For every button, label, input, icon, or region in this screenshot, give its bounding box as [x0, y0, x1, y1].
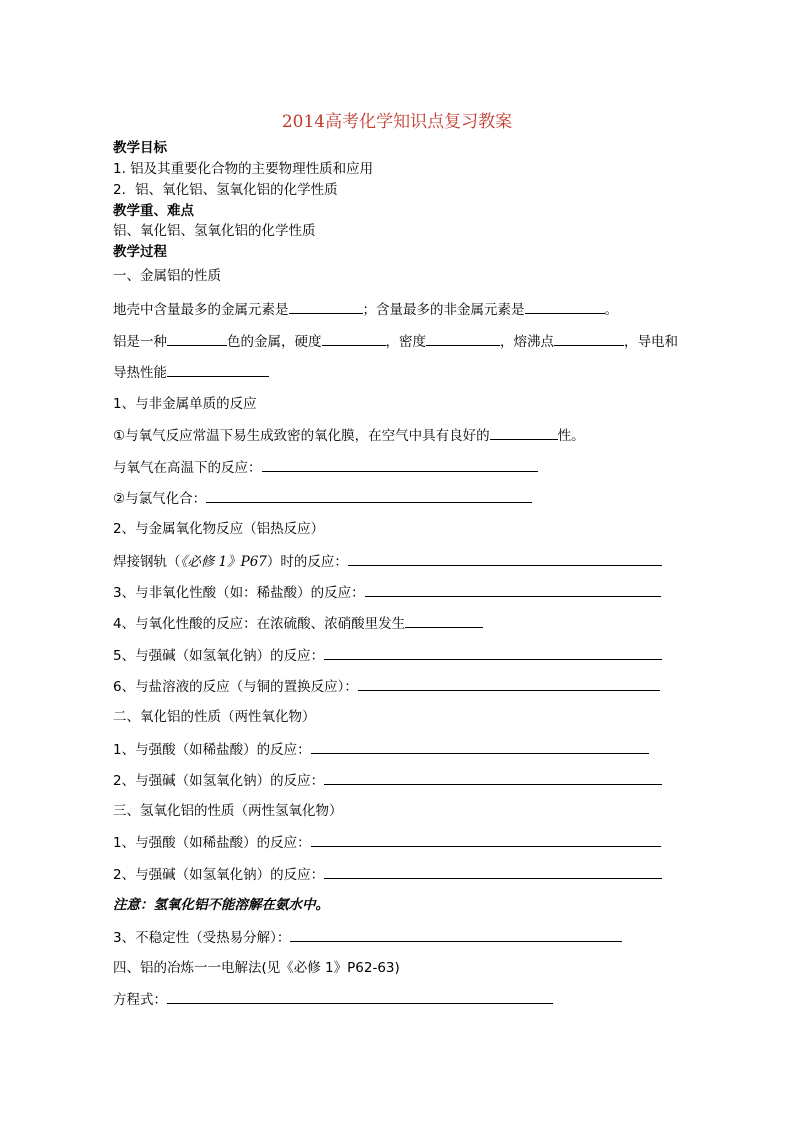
answer-blank[interactable] — [490, 426, 558, 440]
answer-blank[interactable] — [262, 458, 538, 472]
strong-base-question: 5、与强碱（如氢氧化钠）的反应： — [113, 646, 662, 665]
hydroxide-acid-question: 1、与强酸（如稀盐酸）的反应： — [113, 833, 661, 852]
thermite-heading: 2、与金属氧化物反应（铝热反应） — [113, 521, 325, 537]
answer-blank[interactable] — [365, 583, 661, 597]
answer-blank[interactable] — [167, 990, 553, 1004]
oxygen-room-temp-question: ①与氧气反应常温下易生成致密的氧化膜，在空气中具有良好的 性。 — [113, 428, 585, 444]
section-4-heading: 四、铝的冶炼一一电解法(见《必修 1》P62-63) — [113, 960, 400, 976]
keypoints-heading: 教学重、难点 — [113, 203, 194, 219]
salt-solution-question: 6、与盐溶液的反应（与铜的置换反应）： — [113, 677, 660, 696]
answer-blank[interactable] — [311, 740, 649, 754]
answer-blank[interactable] — [167, 332, 227, 346]
hydroxide-base-question: 2、与强碱（如氢氧化钠）的反应： — [113, 865, 662, 884]
objective-item-1: 1. 铝及其重要化合物的主要物理性质和应用 — [113, 161, 374, 177]
oxygen-high-temp-question: 与氧气在高温下的反应： — [113, 458, 538, 477]
electrolysis-equation: 方程式： — [113, 990, 553, 1009]
crust-question: 地壳中含量最多的金属元素是 ；含量最多的非金属元素是 。 — [113, 302, 618, 318]
physical-properties-question: 铝是一种 色的金属，硬度 ，密度 ，熔沸点 ，导电和 — [113, 334, 678, 350]
reaction-nonmetal-heading: 1、与非金属单质的反应 — [113, 396, 257, 412]
section-3-heading: 三、氢氧化铝的性质（两性氢氧化物） — [113, 803, 343, 819]
chlorine-question: ②与氯气化合： — [113, 489, 532, 508]
process-heading: 教学过程 — [113, 244, 167, 260]
rail-welding-question: 焊接钢轨（《必修 1》P67）时的反应： — [113, 552, 662, 571]
answer-blank[interactable] — [554, 332, 624, 346]
answer-blank[interactable] — [324, 865, 662, 879]
answer-blank[interactable] — [426, 332, 500, 346]
answer-blank[interactable] — [290, 928, 622, 942]
conductivity-question: 导热性能 — [113, 363, 269, 382]
alumina-acid-question: 1、与强酸（如稀盐酸）的反应： — [113, 740, 649, 759]
section-1-heading: 一、金属铝的性质 — [113, 268, 221, 284]
answer-blank[interactable] — [525, 300, 605, 314]
answer-blank[interactable] — [324, 771, 662, 785]
oxidizing-acid-question: 4、与氧化性酸的反应：在浓硫酸、浓硝酸里发生 — [113, 614, 483, 633]
ammonia-note: 注意：氢氧化铝不能溶解在氨水中。 — [113, 897, 329, 913]
keypoints-text: 铝、氧化铝、氢氧化铝的化学性质 — [113, 223, 316, 239]
alumina-base-question: 2、与强碱（如氢氧化钠）的反应： — [113, 771, 662, 790]
answer-blank[interactable] — [348, 552, 662, 566]
answer-blank[interactable] — [167, 363, 269, 377]
objectives-heading: 教学目标 — [113, 140, 167, 156]
answer-blank[interactable] — [324, 646, 662, 660]
answer-blank[interactable] — [358, 677, 660, 691]
decomposition-question: 3、不稳定性（受热易分解）： — [113, 928, 622, 947]
answer-blank[interactable] — [405, 614, 483, 628]
objective-item-2: 2．铝、氧化铝、氢氧化铝的化学性质 — [113, 182, 338, 198]
section-2-heading: 二、氧化铝的性质（两性氧化物） — [113, 709, 316, 725]
answer-blank[interactable] — [322, 332, 386, 346]
nonoxidizing-acid-question: 3、与非氧化性酸（如：稀盐酸）的反应： — [113, 583, 661, 602]
answer-blank[interactable] — [289, 300, 363, 314]
answer-blank[interactable] — [206, 489, 532, 503]
answer-blank[interactable] — [311, 833, 661, 847]
document-title: 2014高考化学知识点复习教案 — [281, 112, 513, 132]
